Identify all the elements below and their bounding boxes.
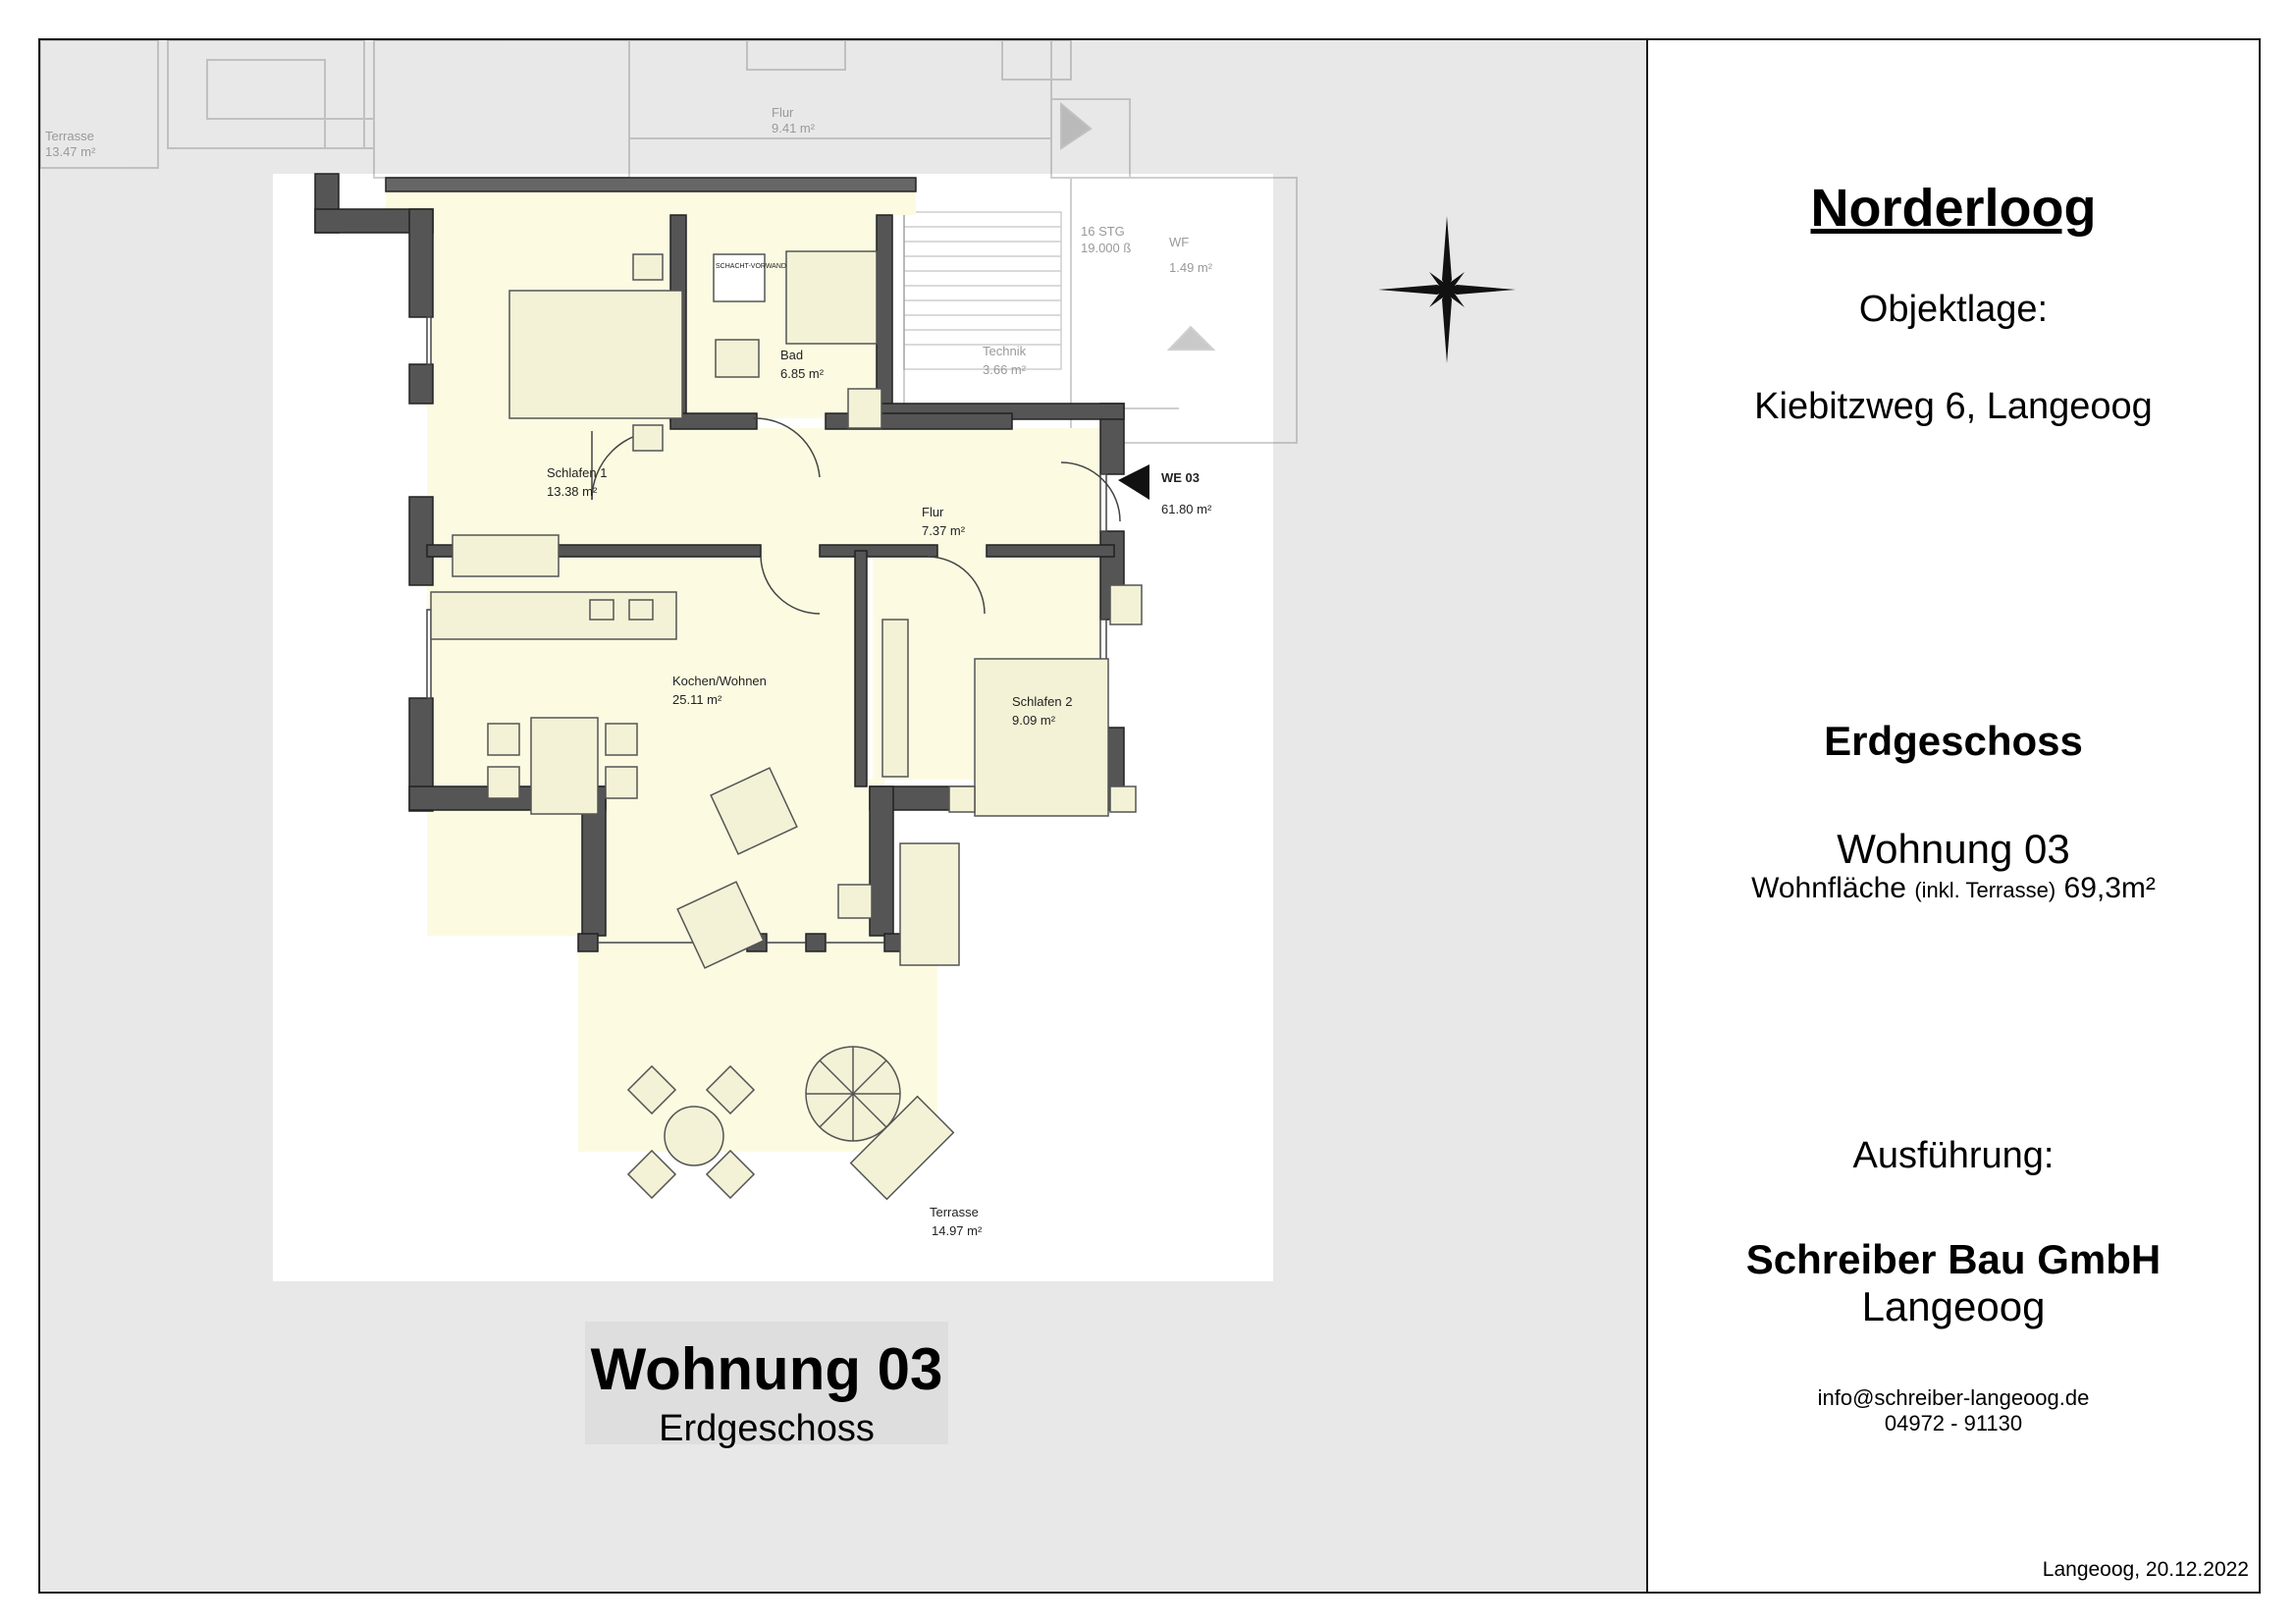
toilet [848, 389, 881, 428]
company-name: Schreiber Bau GmbH [1745, 1236, 2162, 1282]
terrace-table [665, 1107, 723, 1165]
area-note: (inkl. Terrasse) [1914, 878, 2056, 902]
faded-wf-name: WF [1169, 235, 1190, 249]
shower [786, 251, 877, 344]
plan-area [40, 40, 1648, 1592]
double-bed-2 [975, 659, 1108, 816]
living-area [1648, 872, 2259, 905]
plan-caption [585, 1322, 948, 1449]
unit-name: Wohnung 03 [1837, 826, 2070, 872]
room-label-bad: Bad [780, 348, 804, 362]
company-city: Langeoog [1861, 1283, 2046, 1329]
room-area-schlafen2: 9.09 m² [1012, 713, 1056, 728]
location-label: Objektlage: [1858, 289, 2049, 330]
room-label-schlafen1: Schlafen 1 [547, 465, 608, 480]
dining-table [531, 718, 598, 814]
room-label-kochen: Kochen/Wohnen [672, 674, 767, 688]
title-block [1648, 40, 2259, 1592]
contact-email: info@schreiber-langeoog.de [1817, 1385, 2090, 1410]
room-label-schlafen2: Schlafen 2 [1012, 694, 1073, 709]
room-area-flur: 7.37 m² [922, 523, 966, 538]
plan-date: Langeoog, 20.12.2022 [2042, 1558, 2249, 1581]
room-area-terrasse: 14.97 m² [932, 1223, 983, 1238]
washbasin [716, 340, 759, 377]
room-flur [592, 428, 1108, 546]
faded-terrasse-area: 13.47 m² [45, 144, 96, 159]
faded-technik-name: Technik [983, 344, 1027, 358]
faded-flur-area: 9.41 m² [772, 121, 816, 135]
bath-fixture-box [714, 254, 765, 301]
faded-terrasse-name: Terrasse [45, 129, 94, 143]
wardrobe-2 [882, 620, 908, 777]
double-bed-1 [509, 291, 682, 418]
coffee-table [838, 885, 872, 918]
sofa [900, 843, 959, 965]
room-area-schlafen1: 13.38 m² [547, 484, 598, 499]
drawing-frame [38, 38, 2261, 1594]
room-label-flur: Flur [922, 505, 944, 519]
room-area-kochen: 25.11 m² [672, 692, 722, 707]
unit-label: WE 03 [1161, 470, 1201, 485]
project-title: Norderloog [1810, 179, 2097, 238]
wardrobe-1 [453, 535, 559, 576]
unit-area: 61.80 m² [1161, 502, 1212, 516]
bath-fixture-label: SCHACHT-VORWAND [716, 263, 786, 270]
faded-flur-name: Flur [772, 105, 794, 120]
faded-stair-area: 19.000 ß [1081, 241, 1132, 255]
faded-wf-area: 1.49 m² [1169, 260, 1213, 275]
faded-stair-name: 16 STG [1081, 224, 1125, 239]
room-label-terrasse: Terrasse [930, 1205, 979, 1219]
contact-phone: 04972 - 91130 [1884, 1411, 2023, 1435]
room-area-bad: 6.85 m² [780, 366, 825, 381]
caption-subtitle: Erdgeschoss [659, 1408, 875, 1449]
area-value: 69,3m² [2063, 872, 2156, 904]
execution-label: Ausführung: [1852, 1135, 2055, 1176]
address: Kiebitzweg 6, Langeoog [1754, 386, 2153, 427]
area-prefix: Wohnfläche [1751, 872, 1906, 904]
faded-technik-area: 3.66 m² [983, 362, 1027, 377]
north-arrow-icon [1378, 216, 1516, 363]
floor-label: Erdgeschoss [1824, 718, 2083, 764]
caption-title: Wohnung 03 [590, 1336, 943, 1402]
